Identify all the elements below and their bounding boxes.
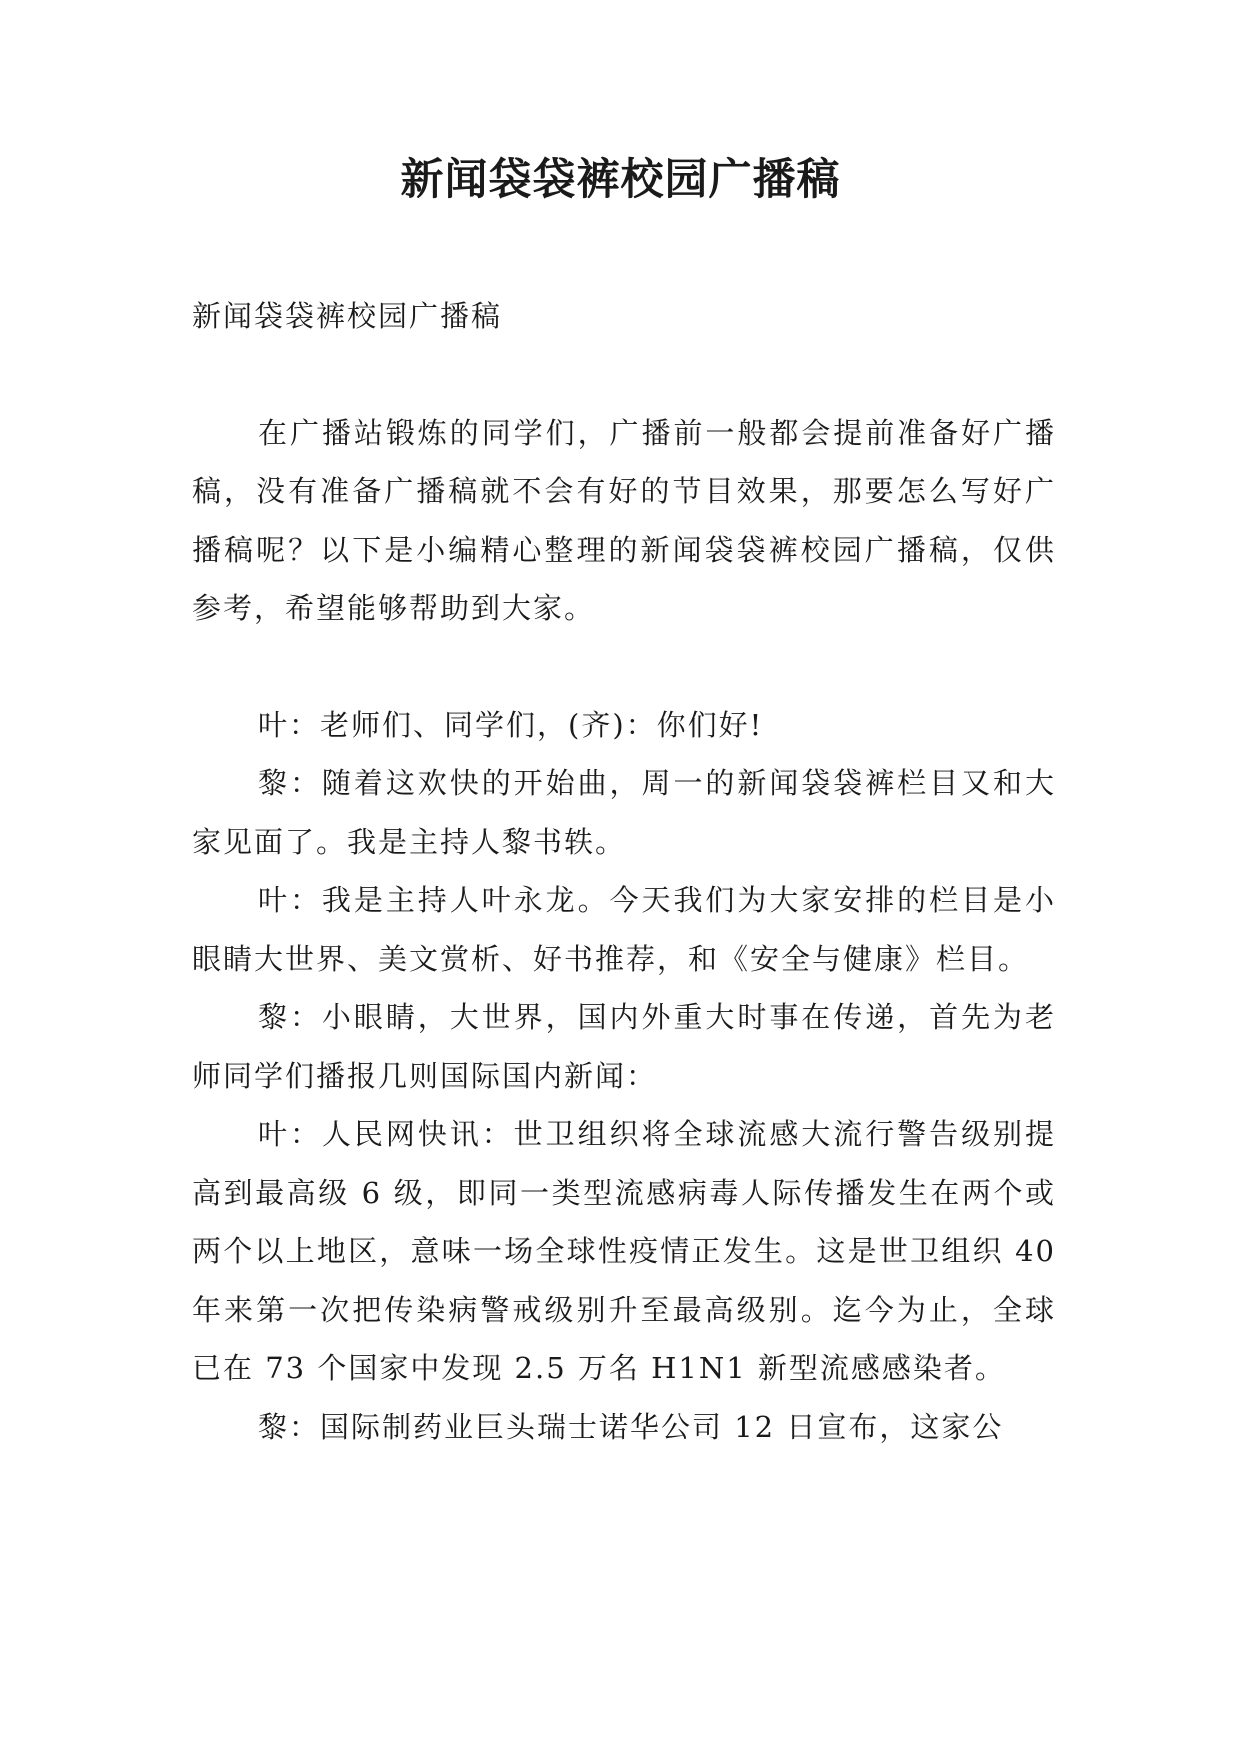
body-paragraph: 叶：人民网快讯：世卫组织将全球流感大流行警告级别提高到最高级 6 级，即同一类型流感病毒人际传播发生在两个或两个以上地区，意味一场全球性疫情正发生。这是世卫组织 40 年来第一次把传染病警戒级别升至最高级别。迄今为止，全球已在 73 个国家中发现 2.5 万名 H1N1 新型流感感染者。 <box>192 1117 1056 1385</box>
body-paragraph: 叶：老师们、同学们，(齐)：你们好! <box>258 707 764 742</box>
document-subtitle: 新闻袋袋裤校园广播稿 <box>192 299 503 333</box>
document-title: 新闻袋袋裤校园广播稿 <box>400 155 841 205</box>
body-paragraph: 叶：我是主持人叶永龙。今天我们为大家安排的栏目是小眼睛大世界、美文赏析、好书推荐，和《安全与健康》栏目。 <box>192 883 1056 976</box>
document-body <box>192 287 1056 1456</box>
body-paragraph: 黎：小眼睛，大世界，国内外重大时事在传递，首先为老师同学们播报几则国际国内新闻： <box>192 1000 1056 1093</box>
body-paragraph: 黎：随着这欢快的开始曲，周一的新闻袋袋裤栏目又和大家见面了。我是主持人黎书轶。 <box>192 766 1056 859</box>
body-paragraph: 黎：国际制药业巨头瑞士诺华公司 12 日宣布，这家公 <box>258 1409 1004 1444</box>
intro-paragraph: 在广播站锻炼的同学们，广播前一般都会提前准备好广播稿，没有准备广播稿就不会有好的节目效果，那要怎么写好广播稿呢？以下是小编精心整理的新闻袋袋裤校园广播稿，仅供参考，希望能够帮助到大家。 <box>192 415 1056 625</box>
paragraph-spacer <box>192 638 1056 696</box>
